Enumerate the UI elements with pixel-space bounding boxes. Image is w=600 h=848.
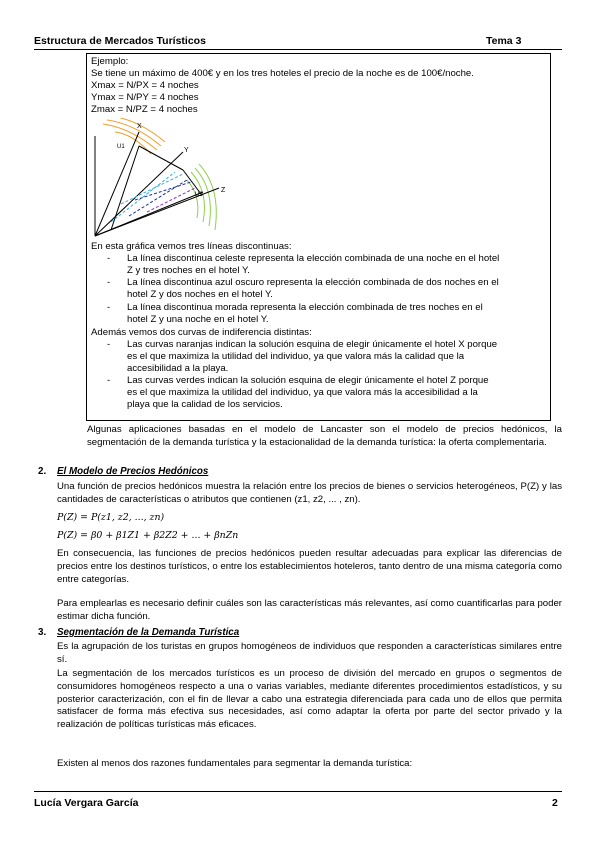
- curve-orange-text-3: accesibilidad a la playa.: [127, 363, 229, 374]
- line-navy-text-2: hotel Z y dos noches en el hotel Y.: [127, 289, 273, 300]
- equation-z: Zmax = N/PZ = 4 noches: [91, 104, 198, 115]
- axis-label-x: X: [137, 123, 142, 130]
- line-cyan-text-1: La línea discontinua celeste representa la elección combinada de una noche en el hotel: [127, 253, 500, 264]
- orange-curves: [103, 118, 165, 154]
- formula-hedonic-2: P(Z) = β0 + β1Z1 + β2Z2 + ... + βnZn: [57, 530, 239, 541]
- curves-intro: Además vemos dos curvas de indiferencia distintas:: [91, 327, 312, 338]
- header-divider: [34, 49, 562, 50]
- curve-green-text-2: es el que maximiza la utilidad del individuo, ya que valora más la accesibilidad a la: [127, 387, 478, 398]
- line-purple-text-2: hotel Z y una noche en el hotel Y.: [127, 314, 269, 325]
- graph-caption: En esta gráfica vemos tres líneas discontinuas:: [91, 241, 292, 252]
- line-navy-text-1: La línea discontinua azul oscuro representa la elección combinada de dos noches en el: [127, 277, 499, 288]
- curve-green-text-3: playa que la calidad de los servicios.: [127, 399, 283, 410]
- section-3-paragraph-2: La segmentación de los mercados turísticos es un proceso de división del mercado en grupos o segmentos de consumidores homogéneos respecto a una o varias variables, mediante diferentes procedimientos estadísticos, y su posterior caracterización, con el fin de llevar a cabo una estrategia diferenciada para cada uno de ellos que permita satisfacer de forma más efectiva sus necesidades, así como adaptar la oferta por parte del sector privado y la realización de políticas turísticas más eficaces.: [57, 668, 562, 731]
- section-2-paragraph-1: Una función de precios hedónicos muestra la relación entre los precios de bienes o servicios heterogéneos, P(Z) y las cantidades de características o atributos que contienen (z1, z2, ... , zn).: [57, 481, 562, 505]
- indifference-graph: [91, 118, 231, 240]
- example-title: Ejemplo:: [91, 56, 129, 67]
- page-number: 2: [552, 797, 558, 809]
- section-2-paragraph-3: Para emplearlas es necesario definir cuáles son las características más relevantes, así como cuantificarlas para poder estimar dicha función.: [57, 598, 562, 622]
- section-3-number: 3.: [38, 627, 47, 638]
- header-title: Estructura de Mercados Turísticos: [34, 35, 206, 47]
- curve-label-u2: U2: [195, 192, 203, 198]
- graph-axes: [95, 132, 219, 236]
- footer-divider: [34, 791, 562, 792]
- section-2-title: El Modelo de Precios Hedónicos: [57, 466, 209, 477]
- header-topic: Tema 3: [486, 35, 522, 47]
- section-2-paragraph-2: En consecuencia, las funciones de precios hedónicos pueden resultar adecuadas para explicar las diferencias de precios entre los destinos turísticos, o entre los establecimientos hoteleros, tanto dentro de una misma categoría como entre categorías.: [57, 548, 562, 585]
- equation-x: Xmax = N/PX = 4 noches: [91, 80, 199, 91]
- line-cyan-text-2: Z y tres noches en el hotel Y.: [127, 265, 250, 276]
- section-3-title: Segmentación de la Demanda Turística: [57, 627, 240, 638]
- curve-orange-text-1: Las curvas naranjas indican la solución esquina de elegir únicamente el hotel X porque: [127, 339, 498, 350]
- axis-label-z: Z: [221, 187, 226, 194]
- formula-hedonic-1: P(Z) = P(z1, z2, ..., zn): [57, 512, 165, 523]
- example-intro: Se tiene un máximo de 400€ y en los tres hoteles el precio de la noche es de 100€/noche.: [91, 68, 474, 79]
- section-3-paragraph-3: Existen al menos dos razones fundamentales para segmentar la demanda turística:: [57, 758, 413, 769]
- axis-label-y: Y: [184, 147, 189, 154]
- section-3-paragraph-1: Es la agrupación de los turistas en grupos homogéneos de individuos que responden a características similares entre sí.: [57, 641, 562, 665]
- footer-author: Lucía Vergara García: [34, 797, 139, 809]
- curve-green-text-1: Las curvas verdes indican la solución esquina de elegir únicamente el hotel Z porque: [127, 375, 489, 386]
- curve-label-u1: U1: [117, 144, 125, 150]
- cyan-dashed-line: [111, 172, 175, 222]
- equation-y: Ymax = N/PY = 4 noches: [91, 92, 199, 103]
- section-2-number: 2.: [38, 466, 47, 477]
- curve-orange-text-2: es el que maximiza la utilidad del individuo, ya que valora más la calidad que la: [127, 351, 465, 362]
- line-purple-text-1: La línea discontinua morada representa la elección combinada de tres noches en el: [127, 302, 483, 313]
- applications-paragraph: Algunas aplicaciones basadas en el modelo de Lancaster son el modelo de precios hedónicos, la segmentación de la demanda turística y la estacionalidad de la demanda turística: la oferta complementaria.: [87, 424, 562, 448]
